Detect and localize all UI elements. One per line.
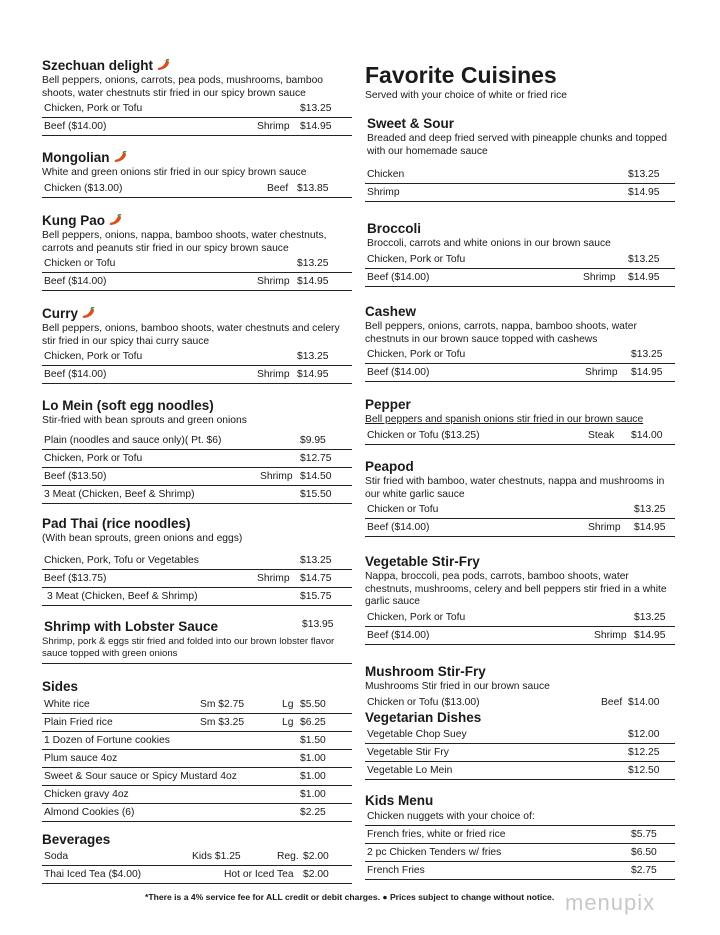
- section-mushroom-stir-fry: [365, 664, 675, 711]
- price-row: [365, 427, 675, 445]
- item-price: $1.00: [300, 753, 326, 764]
- price-row: [42, 450, 352, 468]
- item-price: $14.95: [634, 522, 666, 534]
- item-label: Chicken, Pork or Tofu: [367, 349, 466, 361]
- price-row: [365, 501, 675, 519]
- section-title: Peapod: [365, 459, 414, 474]
- section-title: Curry: [42, 306, 79, 321]
- item-price: $14.95: [634, 629, 666, 641]
- price-row: [42, 348, 352, 366]
- footer-note: *There is a 4% service fee for ALL credit or debit charges. ● Prices subject to change without notice.: [145, 892, 555, 902]
- item-label: Chicken, Pork or Tofu: [44, 103, 143, 115]
- section-description: Bell peppers, onions, bamboo shoots, water chestnuts and celery stir fried in our spicy thai curry sauce: [42, 323, 340, 347]
- section-title: Pepper: [365, 397, 411, 412]
- price-row: [365, 627, 675, 645]
- price-row: [42, 432, 352, 450]
- section-beverages: [42, 832, 352, 884]
- section-shrimp-lobster: [42, 618, 352, 664]
- item-price: $13.25: [631, 349, 663, 361]
- price-row: [42, 714, 352, 732]
- section-description: Mushrooms Stir fried in our brown sauce: [365, 681, 550, 692]
- price-row: [365, 726, 675, 744]
- item-option: Shrimp: [583, 271, 616, 283]
- item-label: Beef ($14.00): [367, 367, 430, 379]
- section-description: Bell peppers, onions, carrots, pea pods, mushrooms, bamboo shoots, water chestnuts stir fried in our spicy brown sauce: [42, 75, 324, 99]
- item-label: 3 Meat (Chicken, Beef & Shrimp): [44, 488, 195, 500]
- item-label: 2 pc Chicken Tenders w/ fries: [367, 847, 502, 858]
- item-label: Chicken or Tofu: [44, 258, 116, 270]
- item-label: Beef ($13.75): [44, 572, 107, 584]
- section-description: Stir fried with bamboo, water chestnuts, nappa and mushrooms in our white garlic sauce: [365, 476, 665, 500]
- item-price: $14.95: [631, 367, 663, 379]
- item-option: Sm $2.75: [200, 699, 245, 710]
- item-label: Plain (noodles and sauce only)( Pt. $6): [44, 434, 222, 446]
- price-row: [42, 366, 352, 384]
- item-option: Lg: [282, 699, 294, 710]
- item-label: Chicken or Tofu: [367, 504, 439, 516]
- item-price: $14.95: [628, 187, 660, 199]
- section-description: Broccoli, carrots and white onions in our brown sauce: [367, 238, 611, 249]
- item-price: $13.25: [628, 253, 660, 265]
- item-price: $14.50: [300, 470, 332, 482]
- item-price: $13.25: [628, 169, 660, 181]
- chili-pepper-icon: [113, 151, 127, 163]
- item-price: $12.25: [628, 747, 660, 758]
- price-row: [42, 732, 352, 750]
- item-label: Vegetable Stir Fry: [367, 747, 449, 758]
- item-price: $5.75: [631, 829, 657, 840]
- section-kids-menu: [365, 793, 675, 880]
- price-row: [42, 468, 352, 486]
- section-lo-mein: [42, 398, 352, 504]
- item-price: $15.75: [300, 590, 332, 602]
- page-title: Favorite Cuisines: [365, 62, 557, 88]
- item-label: Plum sauce 4oz: [44, 753, 118, 764]
- item-price: $2.00: [303, 869, 329, 880]
- item-label: Almond Cookies (6): [44, 807, 135, 818]
- item-price: $14.95: [297, 276, 329, 288]
- section-description: White and green onions stir fried in our spicy brown sauce: [42, 167, 307, 178]
- price-row: [365, 744, 675, 762]
- item-option: Steak: [588, 429, 615, 441]
- item-label: Chicken ($13.00): [44, 182, 123, 194]
- item-label: Beef ($14.00): [367, 629, 430, 641]
- price-row: [42, 570, 352, 588]
- item-option: Sm $3.25: [200, 717, 245, 728]
- section-szechuan: [42, 58, 352, 136]
- price-row: [42, 768, 352, 786]
- price-row: [365, 762, 675, 780]
- price-row: [42, 588, 352, 606]
- item-label: Chicken or Tofu ($13.25): [367, 429, 480, 441]
- item-option: Hot or Iced Tea: [224, 869, 294, 880]
- price-row: [365, 166, 675, 184]
- item-price: $13.95: [302, 619, 334, 630]
- item-price: $13.25: [297, 351, 329, 363]
- item-label: Chicken, Pork or Tofu: [367, 611, 466, 623]
- item-price: $13.85: [297, 182, 329, 194]
- section-description: [365, 809, 675, 826]
- page-subtitle: Served with your choice of white or fried rice: [365, 90, 568, 101]
- section-title: Broccoli: [367, 221, 422, 236]
- section-pepper: [365, 397, 675, 445]
- price-row: [365, 844, 675, 862]
- section-sides: [42, 679, 352, 822]
- section-broccoli: [365, 221, 675, 287]
- item-option: Shrimp: [594, 629, 627, 641]
- item-label: Thai Iced Tea ($4.00): [44, 869, 142, 880]
- item-label: Sweet & Sour sauce or Spicy Mustard 4oz: [44, 771, 237, 782]
- price-row: [42, 118, 352, 136]
- item-price: $6.50: [631, 847, 657, 858]
- item-option: Shrimp: [257, 121, 290, 133]
- item-price: $14.95: [628, 271, 660, 283]
- price-row: [42, 273, 352, 291]
- section-title: Beverages: [42, 832, 111, 847]
- favorite-cuisines-header: [365, 61, 675, 103]
- item-option: Shrimp: [588, 522, 621, 534]
- section-pad-thai: [42, 516, 352, 606]
- section-title: Sides: [42, 679, 79, 694]
- section-title: Shrimp with Lobster Sauce: [44, 619, 219, 634]
- item-price: $12.75: [300, 452, 332, 464]
- price-row: [42, 100, 352, 118]
- item-label: Beef ($14.00): [44, 121, 107, 133]
- section-description: Bell peppers, onions, carrots, nappa, bamboo shoots, water chestnuts in our brown sauce topped with cashews: [365, 321, 637, 345]
- menupix-watermark: menupix: [565, 890, 656, 915]
- section-description: Stir-fried with bean sprouts and green onions: [42, 415, 247, 426]
- item-price: $1.50: [300, 735, 326, 746]
- section-title: Lo Mein (soft egg noodles): [42, 398, 214, 413]
- item-price: $13.25: [300, 103, 332, 115]
- item-option: Shrimp: [260, 470, 293, 482]
- price-row: [42, 180, 352, 198]
- item-label: Beef ($14.00): [367, 271, 430, 283]
- section-title: Mushroom Stir-Fry: [365, 664, 486, 679]
- item-price: $2.75: [631, 865, 657, 876]
- section-title: Mongolian: [42, 150, 110, 165]
- item-price: $15.50: [300, 488, 332, 500]
- price-row: [42, 552, 352, 570]
- section-vegetable-stir-fry: [365, 554, 675, 645]
- section-title: Vegetarian Dishes: [365, 710, 482, 725]
- section-sweet-sour: [365, 116, 675, 202]
- item-label: Beef ($14.00): [44, 369, 107, 381]
- item-price: $13.25: [297, 258, 329, 270]
- item-label: 3 Meat (Chicken, Beef & Shrimp): [47, 590, 198, 602]
- item-price: $12.50: [628, 765, 660, 776]
- section-peapod: [365, 459, 675, 537]
- section-curry: [42, 306, 352, 384]
- item-price: $5.50: [300, 699, 326, 710]
- price-row: [42, 848, 352, 866]
- item-price: $14.00: [631, 429, 663, 441]
- item-option: Shrimp: [257, 369, 290, 381]
- section-kung-pao: [42, 213, 352, 291]
- price-row: [365, 609, 675, 627]
- section-title: Kids Menu: [365, 793, 434, 808]
- section-description: Nappa, broccoli, pea pods, carrots, bamboo shoots, water chestnuts, mushrooms, celery and bell peppers stir fried in a white garlic sauce: [365, 571, 667, 608]
- item-option: Shrimp: [257, 572, 290, 584]
- section-cashew: [365, 304, 675, 382]
- item-option: Reg.: [277, 851, 299, 862]
- item-price: $14.95: [297, 369, 329, 381]
- item-label: Vegetable Chop Suey: [367, 729, 467, 740]
- price-row: [42, 750, 352, 768]
- price-row: [42, 786, 352, 804]
- item-label: 1 Dozen of Fortune cookies: [44, 735, 170, 746]
- price-row: [365, 519, 675, 537]
- item-label: Chicken, Pork or Tofu: [44, 351, 143, 363]
- item-price: $13.25: [634, 611, 666, 623]
- item-label: White rice: [44, 699, 90, 710]
- chili-pepper-icon: [81, 307, 95, 319]
- section-title: Vegetable Stir-Fry: [365, 554, 480, 569]
- section-description: (With bean sprouts, green onions and eggs): [42, 533, 243, 544]
- item-price: $13.25: [300, 554, 332, 566]
- price-row: [42, 866, 352, 884]
- item-label: Chicken, Pork, Tofu or Vegetables: [44, 554, 199, 566]
- section-mongolian: [42, 150, 352, 198]
- item-price: $2.00: [303, 851, 329, 862]
- price-row: [365, 251, 675, 269]
- item-price: $2.25: [300, 807, 326, 818]
- item-price: $6.25: [300, 717, 326, 728]
- item-option: Beef: [267, 182, 289, 194]
- chili-pepper-icon: [108, 214, 122, 226]
- price-row: [365, 862, 675, 880]
- item-option: Kids $1.25: [192, 851, 241, 862]
- item-price: $9.95: [300, 434, 326, 446]
- price-row: [365, 184, 675, 202]
- item-label: Beef ($14.00): [44, 276, 107, 288]
- item-label: French fries, white or fried rice: [367, 829, 506, 840]
- section-description: Breaded and deep fried served with pineapple chunks and topped with our homemade sauce: [367, 133, 667, 157]
- price-row: [365, 346, 675, 364]
- item-price: $14.95: [300, 121, 332, 133]
- item-label: Chicken, Pork or Tofu: [367, 253, 466, 265]
- item-label: Chicken gravy 4oz: [44, 789, 129, 800]
- price-row: [42, 255, 352, 273]
- price-row: [365, 269, 675, 287]
- price-row: [365, 694, 675, 711]
- item-option: Lg: [282, 717, 294, 728]
- item-label: Chicken nuggets with your choice of:: [367, 811, 535, 822]
- item-price: $12.00: [628, 729, 660, 740]
- item-price: $1.00: [300, 789, 326, 800]
- section-title: Pad Thai (rice noodles): [42, 516, 191, 531]
- item-label: Chicken: [367, 169, 405, 181]
- item-label: Chicken or Tofu ($13.00): [367, 696, 480, 708]
- section-title: Szechuan delight: [42, 58, 154, 73]
- section-title: Cashew: [365, 304, 417, 319]
- price-row: [365, 364, 675, 382]
- item-price: $14.00: [628, 696, 660, 708]
- item-option: Shrimp: [585, 367, 618, 379]
- section-description: Bell peppers, onions, nappa, bamboo shoots, water chestnuts, carrots and peanuts stir fried in our spicy brown sauce: [42, 230, 327, 254]
- item-price: $13.25: [634, 504, 666, 516]
- item-option: Beef: [601, 696, 623, 708]
- item-label: Shrimp: [367, 187, 400, 199]
- section-description: Bell peppers and spanish onions stir fried in our brown sauce: [365, 414, 644, 425]
- item-price: $14.75: [300, 572, 332, 584]
- price-row: [42, 804, 352, 822]
- item-label: Beef ($14.00): [367, 522, 430, 534]
- item-label: French Fries: [367, 865, 425, 876]
- price-row: [42, 486, 352, 504]
- item-label: Chicken, Pork or Tofu: [44, 452, 143, 464]
- item-label: Beef ($13.50): [44, 470, 107, 482]
- item-option: Shrimp: [257, 276, 290, 288]
- section-vegetarian-dishes: [365, 710, 675, 780]
- item-label: Vegetable Lo Mein: [367, 765, 453, 776]
- section-description: Shrimp, pork & eggs stir fried and folded into our brown lobster flavor sauce topped with green onions: [42, 636, 335, 659]
- price-row: [365, 826, 675, 844]
- item-label: Plain Fried rice: [44, 717, 113, 728]
- section-title: Sweet & Sour: [367, 116, 455, 131]
- item-price: $1.00: [300, 771, 326, 782]
- section-title: Kung Pao: [42, 213, 105, 228]
- chili-pepper-icon: [156, 59, 170, 71]
- price-row: [42, 696, 352, 714]
- item-label: Soda: [44, 851, 69, 862]
